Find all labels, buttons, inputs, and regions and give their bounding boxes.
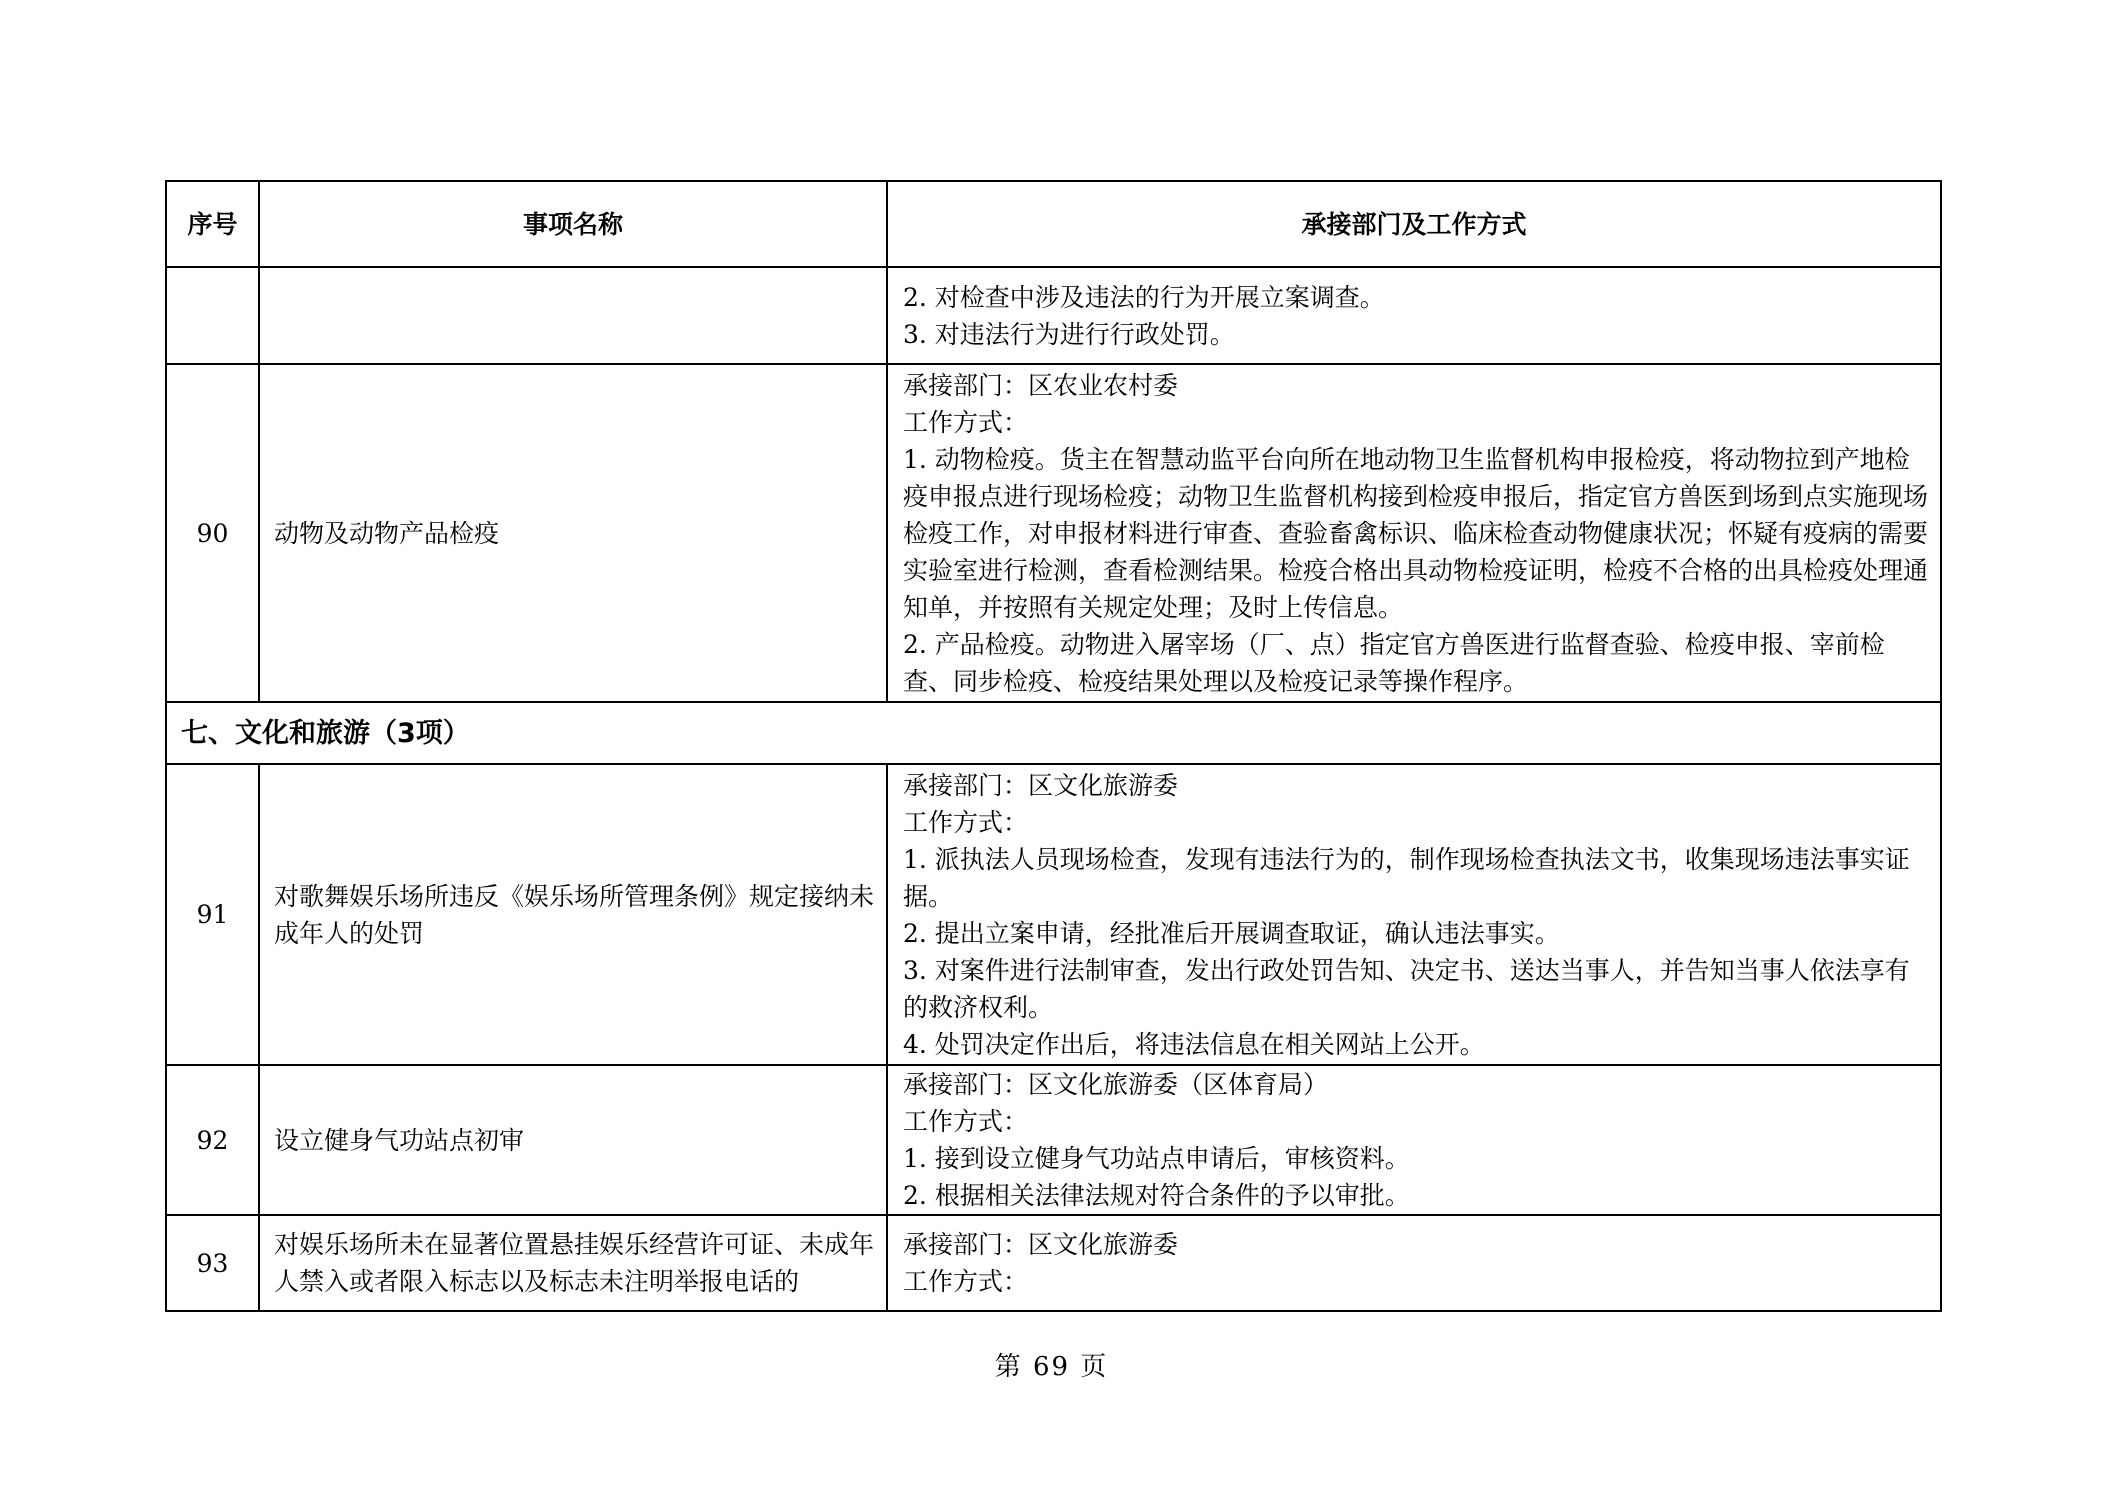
method-line: 1. 接到设立健身气功站点申请后，审核资料。 (903, 1144, 1410, 1173)
method-line: 工作方式： (903, 807, 1029, 837)
row-num (166, 267, 259, 364)
header-method: 承接部门及工作方式 (887, 181, 1941, 267)
section-title: 七、文化和旅游（3项） (166, 702, 1941, 764)
method-line: 承接部门：区文化旅游委 (903, 1230, 1179, 1259)
method-line: 2. 产品检疫。动物进入屠宰场（厂、点）指定官方兽医进行监督查验、检疫申报、宰前检查、同步检疫、检疫结果处理以及检疫记录等操作程序。 (903, 629, 1885, 696)
method-line: 工作方式： (903, 1107, 1029, 1136)
table-row (166, 1065, 1941, 1215)
row-num: 92 (166, 1065, 259, 1215)
row-num: 90 (166, 364, 259, 702)
method-line: 2. 根据相关法律法规对符合条件的予以审批。 (903, 1181, 1410, 1210)
method-line: 工作方式： (903, 1267, 1029, 1296)
table-row (166, 764, 1941, 1065)
method-line: 承接部门：区文化旅游委（区体育局） (903, 1070, 1329, 1099)
row-name: 对歌舞娱乐场所违反《娱乐场所管理条例》规定接纳未成年人的处罚 (259, 764, 887, 1065)
row-name: 设立健身气功站点初审 (259, 1065, 887, 1215)
header-name: 事项名称 (259, 181, 887, 267)
method-line: 1. 动物检疫。货主在智慧动监平台向所在地动物卫生监督机构申报检疫，将动物拉到产地检疫申报点进行现场检疫；动物卫生监督机构接到检疫申报后，指定官方兽医到场到点实施现场检疫工作，对申报材料进行审查、查验畜禽标识、临床检查动物健康状况；怀疑有疫病的需要实验室进行检测，查看检测结果。检疫合格出具动物检疫证明，检疫不合格的出具检疫处理通知单，并按照有关规定处理；及时上传信息。 (903, 444, 1929, 622)
table-header-row (166, 181, 1941, 267)
method-line: 2. 对检查中涉及违法的行为开展立案调查。 (903, 282, 1385, 312)
row-name (259, 267, 887, 364)
row-name: 对娱乐场所未在显著位置悬挂娱乐经营许可证、未成年人禁入或者限入标志以及标志未注明举报电话的 (259, 1215, 887, 1311)
row-num: 91 (166, 764, 259, 1065)
method-line: 1. 派执法人员现场检查，发现有违法行为的，制作现场检查执法文书，收集现场违法事实证据。 (903, 844, 1910, 911)
method-line: 工作方式： (903, 407, 1029, 437)
method-line: 承接部门：区农业农村委 (903, 370, 1179, 400)
method-line: 承接部门：区文化旅游委 (903, 770, 1179, 800)
page-number: 第 69 页 (994, 1352, 1109, 1382)
row-method (887, 364, 1941, 702)
header-num: 序号 (166, 181, 259, 267)
row-method (887, 764, 1941, 1065)
table-row (166, 1215, 1941, 1311)
row-method (887, 267, 1941, 364)
items-table (165, 180, 1942, 1312)
table-row (166, 267, 1941, 364)
method-line: 2. 提出立案申请，经批准后开展调查取证，确认违法事实。 (903, 918, 1560, 948)
method-line: 3. 对案件进行法制审查，发出行政处罚告知、决定书、送达当事人，并告知当事人依法享有的救济权利。 (903, 955, 1910, 1022)
row-name: 动物及动物产品检疫 (259, 364, 887, 702)
method-line: 4. 处罚决定作出后，将违法信息在相关网站上公开。 (903, 1029, 1485, 1059)
row-method (887, 1215, 1941, 1311)
section-row (166, 702, 1941, 764)
table-row (166, 364, 1941, 702)
row-method (887, 1065, 1941, 1215)
method-line: 3. 对违法行为进行行政处罚。 (903, 319, 1235, 349)
row-num: 93 (166, 1215, 259, 1311)
